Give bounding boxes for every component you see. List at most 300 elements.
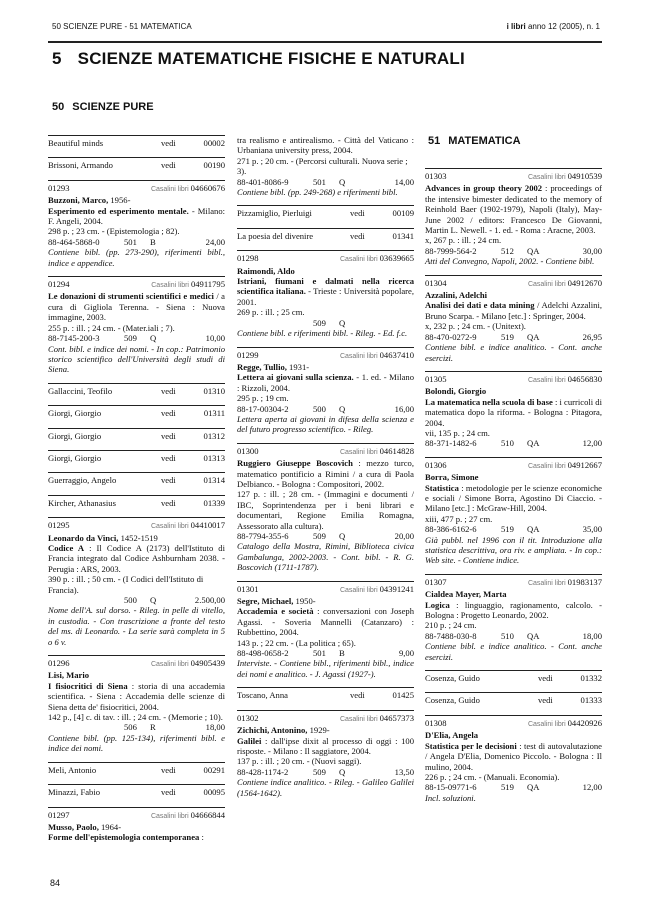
xref-vedi: vedi: [350, 208, 365, 219]
title-rest: : proceedings of the intensive bimester dedicated to the memory of Reinhold Baer (1902-1979), Napoli (Italy), May-June 2002 / editors: Francesco De Giovanni, Martin L. Newell. - 1. ed. - Roma : Aracne, 2003.: [425, 183, 602, 236]
xref-number: 00109: [392, 208, 414, 219]
supplier-name: Casalini libri: [339, 586, 378, 594]
cross-reference: [48, 383, 225, 402]
entry-title: [425, 183, 602, 235]
entry-author: [237, 596, 414, 606]
entry-note: Contiene bibl. (pp. 273-290), riferimenti bibl., indice e appendice.: [48, 247, 225, 268]
entry-number: 01302: [237, 712, 259, 723]
entry-note: Contiene bibl. e indice analitico. - Cont. anche esercizi.: [425, 641, 602, 662]
entry-author: [425, 472, 602, 482]
entry-title: [425, 397, 602, 428]
entry-id-line: [48, 520, 225, 532]
title-main: Logica: [425, 599, 450, 610]
title-main: Galilei: [237, 735, 262, 746]
author-dates: 1931-: [286, 361, 310, 372]
section-title: [52, 49, 465, 69]
supplier-name: Casalini libri: [150, 523, 189, 531]
title-rest: : Il Codice A (2173) dell'Istituto di Francia integrato dal Codice Ashburnham 2038. - Perugia : ARS, 2003.: [48, 542, 225, 574]
class-number: 509: [313, 766, 326, 777]
entry-number: 01295: [48, 520, 70, 531]
xref-vedi: vedi: [350, 230, 365, 241]
cross-reference: [237, 205, 414, 224]
catalog-entry: [237, 581, 414, 680]
xref-number: 01310: [203, 385, 225, 396]
xref-name: Kircher, Athanasius: [48, 497, 116, 508]
entry-price-line: [48, 333, 225, 343]
cross-reference: [48, 157, 225, 176]
supplier-number: 04657373: [379, 712, 414, 723]
isbn: 88-7794-355-6: [237, 531, 289, 541]
entry-note: Cont. bibl. e indice dei nomi. - In cop.: Patrimonio storico scientifico dell'Università degli studi di Siena.: [48, 343, 225, 375]
entry-author: [425, 589, 602, 599]
class-number: 506: [124, 722, 137, 733]
xref-number: 00002: [203, 138, 225, 148]
xref-name: Giorgi, Giorgio: [48, 430, 102, 441]
page-number: 84: [50, 878, 61, 888]
isbn: [48, 722, 124, 732]
class-number: 519: [501, 331, 514, 342]
price: 18,00: [582, 630, 602, 641]
xref-number: 01425: [392, 690, 414, 701]
cross-reference: [237, 228, 414, 247]
author-name: Segre, Michael,: [237, 596, 294, 607]
price: 14,00: [394, 176, 414, 187]
section-name: SCIENZE MATEMATICHE FISICHE E NATURALI: [77, 49, 465, 68]
isbn: 88-464-5868-0: [48, 236, 100, 247]
supplier-number: 04910539: [567, 171, 602, 181]
xref-name: Giorgi, Giorgio: [48, 408, 102, 419]
running-header-left: 50 SCIENZE PURE - 51 MATEMATICA: [52, 22, 192, 31]
class-number: 519: [501, 524, 514, 535]
xref-number: 00095: [203, 787, 225, 798]
xref-name: Guerraggio, Angelo: [48, 475, 117, 486]
xref-number: 01314: [203, 475, 225, 486]
entry-physical-description: 269 p. : ill. ; 25 cm.: [237, 307, 305, 318]
entry-number: 01306: [425, 459, 447, 470]
catalog-entry: [425, 715, 602, 803]
price: 18,00: [205, 722, 225, 733]
entry-note: Contiene indice analitico. - Rileg. - Galileo Galilei (1564-1642).: [237, 777, 414, 798]
xref-vedi: vedi: [161, 160, 176, 171]
supplier-name: Casalini libri: [339, 352, 378, 360]
xref-number: 01313: [203, 452, 225, 463]
supplier-code: [340, 350, 414, 362]
entry-number: 01307: [425, 576, 447, 587]
entry-title: [425, 741, 602, 772]
column-1: [48, 135, 225, 851]
supplier-code: [151, 520, 225, 532]
entry-note: Già pubbl. nel 1996 con il tit. Introduzione alla statistica descrittiva, ora riv. e ampliata. - In cop.: Web site. - Contiene indice.: [425, 534, 602, 566]
title-rest: : linguaggio, ragionamento, calcolo. - Bologna : Progetto Leonardo, 2002.: [425, 599, 602, 621]
cross-reference: [48, 762, 225, 781]
title-main: Advances in group theory 2002: [425, 183, 543, 194]
supplier-name: Casalini libri: [150, 661, 189, 669]
binding-code: QA: [527, 331, 540, 342]
supplier-number: 04666844: [190, 809, 225, 820]
binding-code: Q: [339, 531, 346, 541]
entry-title: [425, 483, 602, 514]
author-name: Raimondi, Aldo: [237, 265, 295, 276]
entry-number: 01293: [48, 182, 70, 193]
price: 13,50: [394, 766, 414, 777]
title-main: La matematica nella scuola di base: [425, 396, 553, 407]
section-number: 5: [52, 49, 62, 68]
cross-reference: [48, 405, 225, 424]
catalog-entry: [237, 443, 414, 573]
isbn: 88-7999-564-2: [425, 245, 477, 256]
xref-name: Cosenza, Guido: [425, 673, 480, 684]
entry-physical-description: 142 p., [4] c. di tav. : ill. ; 24 cm. - (Memorie ; 10).: [48, 712, 223, 723]
xref-name: Cosenza, Guido: [425, 695, 480, 706]
xref-vedi: vedi: [161, 475, 176, 486]
xref-name: Beautiful minds: [48, 138, 104, 148]
entry-price-line: [237, 177, 414, 187]
title-rest: :: [199, 832, 204, 843]
entry-number: 01294: [48, 279, 70, 290]
entry-physical-description: xiii, 477 p. ; 27 cm.: [425, 513, 493, 524]
subsection-number: 51: [428, 135, 441, 147]
entry-author: [48, 195, 225, 205]
xref-name: Brissoni, Armando: [48, 160, 113, 171]
price: 20,00: [394, 531, 414, 541]
entry-price-line: [425, 782, 602, 792]
entry-note: Contiene bibl. e riferimenti bibl. - Rileg. - Ed. f.c.: [237, 328, 408, 339]
entry-author: [48, 533, 225, 543]
supplier-name: Casalini libri: [527, 280, 566, 288]
isbn: 88-470-0272-9: [425, 331, 477, 342]
title-rest: : dall'ipse dixit al processo di oggi : 100 risposte. - Milano : Il saggiatore, 2004.: [237, 735, 414, 756]
supplier-code: [340, 446, 414, 458]
entry-price-line: [48, 595, 225, 605]
xref-name: Gallaccini, Teofilo: [48, 385, 113, 396]
supplier-code: [340, 584, 414, 596]
entry-price-line: [237, 531, 414, 541]
entry-physical-description: 255 p. : ill. ; 24 cm. - (Mater.iali ; 7).: [48, 322, 175, 333]
catalog-entry: [237, 347, 414, 435]
catalog-entry-continued: [237, 135, 414, 197]
supplier-name: Casalini libri: [151, 282, 189, 290]
class-number: 512: [501, 245, 514, 256]
entry-id-line: [48, 279, 225, 291]
entry-number: 01296: [48, 658, 70, 669]
xref-number: 00291: [203, 764, 225, 775]
entry-title: [425, 600, 602, 621]
entry-title: [48, 681, 225, 712]
cross-reference: [425, 670, 602, 689]
entry-price-line: [425, 631, 602, 641]
entry-title: [48, 291, 225, 322]
author-dates: 1452-1519: [118, 532, 158, 543]
isbn: 88-15-09771-6: [425, 782, 477, 793]
price: 35,00: [582, 524, 602, 535]
entry-note: Contiene bibl. (pp. 125-134), riferimenti bibl. e indice dei nomi.: [48, 732, 225, 754]
price: 12,00: [582, 782, 602, 793]
title-main: Esperimento ed esperimento mentale.: [48, 205, 189, 216]
title-main: Le donazioni di strumenti scientifici e medici: [48, 291, 214, 302]
catalog-entry: [48, 276, 225, 375]
entry-author: [48, 670, 225, 680]
entry-note: Contiene bibl. e indice analitico. - Cont. anche esercizi.: [425, 342, 602, 363]
xref-name: Toscano, Anna: [237, 690, 288, 701]
supplier-code: [528, 460, 602, 472]
title-main: Ruggiero Giuseppe Boscovich: [237, 458, 353, 469]
author-name: Cialdea Mayer, Marta: [425, 589, 507, 600]
subsection-heading-math: [428, 135, 521, 147]
entry-price-line: [48, 237, 225, 247]
xref-number: 01339: [203, 497, 225, 508]
supplier-number: 04905439: [190, 658, 225, 669]
subsection-heading-pure: [52, 101, 154, 113]
author-name: Musso, Paolo,: [48, 821, 99, 832]
entry-note: Atti del Convegno, Napoli, 2002. - Contiene bibl.: [425, 256, 595, 267]
binding-code: R: [150, 722, 156, 733]
binding-code: Q: [339, 766, 346, 777]
supplier-code: [528, 577, 602, 589]
xref-name: La poesia del divenire: [237, 230, 314, 241]
author-dates: 1929-: [307, 725, 330, 736]
supplier-number: 04420926: [567, 717, 602, 728]
isbn: [237, 318, 313, 328]
journal-name: i libri: [506, 22, 526, 31]
title-rest: : test di autovalutazione / Angela D'Elia, Domenico Piccolo. - Bologna : Il mulino, 2004.: [425, 740, 602, 772]
price: 12,00: [582, 438, 602, 449]
price: 24,00: [205, 236, 225, 247]
entry-id-line: [237, 584, 414, 596]
xref-name: Minazzi, Fabio: [48, 787, 101, 798]
supplier-name: Casalini libri: [527, 376, 566, 384]
supplier-name: Casalini libri: [339, 448, 378, 456]
isbn: 88-386-6162-6: [425, 524, 477, 535]
entry-physical-description: 298 p. ; 23 cm. - (Epistemologia ; 82).: [48, 226, 180, 237]
supplier-name: Casalini libri: [527, 579, 566, 587]
author-name: Azzalini, Adelchi: [425, 290, 488, 301]
entry-price-line: [425, 246, 602, 256]
entry-title: [237, 458, 414, 489]
class-number: 509: [313, 531, 326, 541]
cross-reference: [425, 692, 602, 711]
xref-vedi: vedi: [161, 764, 176, 775]
title-rest: / a cura di Gigliola Terenna. - Siena : Nuova immagine, 2003.: [48, 291, 225, 323]
entry-physical-description: 210 p. ; 24 cm.: [425, 620, 477, 631]
entry-number: 01304: [425, 277, 447, 288]
title-main: Analisi dei dati e data mining: [425, 300, 535, 311]
catalog-entry: [48, 517, 225, 647]
entry-id-line: [425, 460, 602, 472]
author-name: Leonardo da Vinci,: [48, 532, 119, 543]
isbn: 88-401-8086-9: [237, 176, 289, 187]
catalog-entry: [48, 655, 225, 754]
supplier-number: 01983137: [567, 576, 602, 587]
binding-code: Q: [339, 176, 346, 187]
cross-reference: [237, 687, 414, 706]
entry-id-line: [237, 713, 414, 725]
catalog-entry: [48, 807, 225, 843]
class-number: 501: [313, 648, 326, 659]
entry-note: Interviste. - Contiene bibl., riferimenti bibl., indice dei nomi e analitico. - J. Agassi (1927-).: [237, 658, 414, 679]
supplier-name: Casalini libri: [339, 256, 378, 264]
entry-author: [425, 386, 602, 396]
entry-price-line: [425, 438, 602, 448]
xref-vedi: vedi: [538, 695, 553, 706]
title-rest: - Milano: F. Angeli, 2004.: [48, 205, 226, 227]
title-main: Accademia e società: [237, 606, 314, 617]
catalog-entry: [425, 574, 602, 662]
xref-vedi: vedi: [161, 497, 176, 508]
catalog-entry: [425, 457, 602, 566]
entry-price-line: [237, 404, 414, 414]
class-number: 501: [313, 176, 326, 187]
isbn: [48, 595, 124, 605]
entry-number: 01297: [48, 809, 70, 820]
title-rest: / Adelchi Azzalini, Bruno Scarpa. - Milano [etc.] : Springer, 2004.: [425, 300, 602, 321]
supplier-number: 04911795: [190, 279, 225, 290]
header-rule: [48, 41, 602, 43]
xref-name: Meli, Antonio: [48, 764, 97, 775]
xref-number: 01312: [203, 430, 225, 441]
supplier-number: 03639665: [379, 253, 414, 264]
supplier-name: Casalini libri: [339, 715, 378, 723]
binding-code: B: [150, 236, 156, 247]
xref-vedi: vedi: [161, 430, 176, 441]
cross-reference: [48, 428, 225, 447]
supplier-code: [528, 718, 602, 730]
title-rest: : storia di una accademia scientifica. - Siena : Accademia delle scienze di Siena detta de' fisiocritici, 2004.: [48, 680, 225, 712]
supplier-number: 04410017: [190, 520, 225, 531]
catalog-entry: [425, 168, 602, 267]
cross-reference: [48, 495, 225, 514]
supplier-name: Casalini libri: [527, 720, 566, 728]
entry-title: [237, 606, 414, 637]
title-main: I fisiocritici di Siena: [48, 680, 128, 691]
cross-reference: [48, 472, 225, 491]
entry-physical-description: 143 p. ; 22 cm. - (La politica ; 65).: [237, 637, 356, 648]
author-dates: 1950-: [293, 596, 316, 607]
supplier-number: 04912670: [567, 277, 602, 288]
entry-physical-description: x, 232 p. ; 24 cm. - (Unitext).: [425, 321, 526, 332]
entry-id-line: [48, 183, 225, 195]
entry-price-line: [425, 524, 602, 534]
supplier-number: 04656830: [567, 373, 602, 384]
price: 9,00: [398, 648, 414, 659]
title-main: Statistica: [425, 482, 459, 493]
xref-vedi: vedi: [161, 408, 176, 419]
entry-note: Contiene bibl. (pp. 249-268) e riferimenti bibl.: [237, 187, 398, 198]
supplier-code: [151, 279, 225, 291]
entry-physical-description: 271 p. ; 20 cm. - (Percorsi culturali. Nuova serie ; 3).: [237, 155, 408, 177]
binding-code: Q: [339, 403, 346, 414]
title-rest: : conversazioni con Joseph Agassi. - Soveria Mannelli (Catanzaro) : Rubbettino, 2004.: [237, 606, 414, 638]
entry-number: 01305: [425, 373, 447, 384]
xref-number: 01311: [203, 408, 225, 419]
isbn: 88-17-00304-2: [237, 403, 289, 414]
supplier-name: Casalini libri: [150, 812, 189, 820]
supplier-code: [528, 278, 602, 290]
author-name: D'Elia, Angela: [425, 730, 479, 741]
entry-title: [237, 372, 414, 393]
price: 10,00: [205, 333, 225, 344]
entry-author: [425, 290, 602, 300]
binding-code: Q: [150, 333, 157, 344]
entry-id-line: [425, 278, 602, 290]
running-header-right: [507, 22, 600, 31]
title-main: Forme dell'epistemologia contemporanea: [48, 832, 200, 843]
entry-note: Nome dell'A. sul dorso. - Rileg. in pelle di vitello, in custodia. - Con trascrizione a fronte del testo del ms. di Leonardo. - La serie sarà completa in 5 o 6 v.: [48, 605, 225, 647]
isbn: 88-428-1174-2: [237, 766, 289, 777]
binding-code: QA: [527, 630, 540, 641]
entry-physical-description: 127 p. : ill. ; 28 cm. - (Immagini e documenti / IBC, Soprintendenza per i beni librari e documentari, Regione Emilia Romagna, Assessorato alla cultura).: [237, 489, 414, 531]
entry-id-line: [237, 446, 414, 458]
entry-number: 01299: [237, 349, 259, 360]
supplier-number: 04637410: [379, 349, 414, 360]
supplier-name: Casalini libri: [527, 462, 566, 470]
subsection-name: MATEMATICA: [448, 135, 521, 147]
entry-physical-description: 295 p. ; 19 cm.: [237, 393, 289, 404]
entry-title-continued: tra realismo e antirealismo. - Città del Vaticano : Urbaniana university press, 2004.: [237, 135, 414, 156]
catalog-entry: [48, 180, 225, 268]
entry-physical-description: x, 267 p. : ill. ; 24 cm.: [425, 235, 502, 246]
supplier-code: [151, 810, 225, 822]
column-3: [425, 168, 602, 811]
entry-id-line: [425, 577, 602, 589]
entry-title: [237, 276, 414, 307]
entry-price-line: [237, 318, 414, 328]
isbn: 88-371-1482-6: [425, 438, 477, 449]
subsection-name: SCIENZE PURE: [72, 101, 154, 113]
class-number: 509: [124, 333, 137, 344]
price: 16,00: [394, 403, 414, 414]
entry-author: [425, 730, 602, 740]
isbn: 88-498-0658-2: [237, 648, 289, 659]
author-dates: 1956-: [108, 195, 131, 206]
title-rest: : i curricoli di matematica dopo la riforma. - Bologna : Pitagora, 2004.: [425, 396, 602, 428]
subsection-number: 50: [52, 101, 65, 113]
supplier-code: [151, 183, 225, 195]
journal-issue: anno 12 (2005), n. 1: [525, 22, 600, 31]
entry-id-line: [48, 810, 225, 822]
entry-physical-description: 226 p. ; 24 cm. - (Manuali. Economia).: [425, 771, 560, 782]
xref-vedi: vedi: [350, 690, 365, 701]
author-name: Borra, Simone: [425, 472, 479, 483]
class-number: 519: [501, 782, 514, 793]
entry-price-line: [48, 722, 225, 732]
entry-note: Incl. soluzioni.: [425, 792, 476, 803]
entry-title: [48, 543, 225, 574]
supplier-number: 04391241: [379, 583, 414, 594]
supplier-number: 04912667: [567, 459, 602, 470]
entry-id-line: [425, 171, 602, 183]
author-name: Zichichi, Antonino,: [237, 725, 308, 736]
entry-author: [48, 822, 225, 832]
author-dates: 1964-: [98, 821, 122, 832]
entry-author: [237, 725, 414, 735]
price: 2.500,00: [194, 595, 225, 605]
author-name: Regge, Tullio,: [237, 361, 287, 372]
entry-number: 01300: [237, 445, 259, 456]
author-name: Bolondi, Giorgio: [425, 386, 487, 397]
xref-name: Pizzamiglio, Pierluigi: [237, 208, 312, 219]
supplier-name: Casalini libri: [527, 174, 566, 181]
catalog-entry: [237, 250, 414, 338]
class-number: 509: [313, 317, 326, 328]
supplier-code: [340, 713, 414, 725]
author-name: Lisi, Mario: [48, 670, 90, 681]
supplier-number: 04660676: [190, 182, 225, 193]
entry-title: [48, 832, 225, 842]
cross-reference: [48, 784, 225, 803]
cross-reference: [48, 450, 225, 469]
entry-id-line: [48, 658, 225, 670]
xref-number: 01332: [580, 673, 602, 684]
